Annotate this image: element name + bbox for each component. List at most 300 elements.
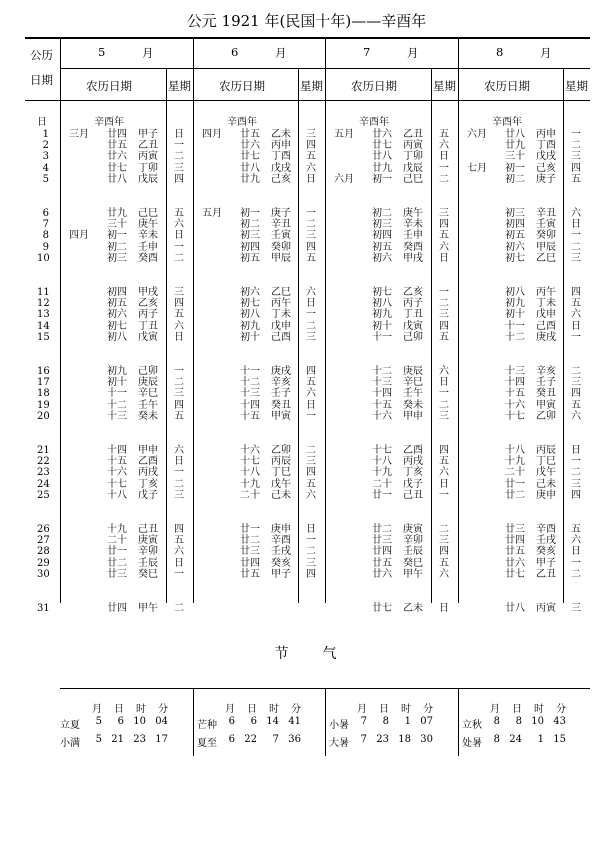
lunar-day: 十四 (372, 388, 392, 400)
weekday: 三 (306, 557, 316, 569)
lunar-day: 廿五 (107, 140, 127, 152)
jieqi-col-header: 日 (247, 704, 257, 715)
ganzhi: 丁巳 (536, 456, 556, 468)
solar-day-number: 17 (37, 377, 50, 389)
lunar-day: 初六 (505, 241, 525, 253)
solar-day-number: 13 (37, 309, 50, 321)
lunar-day: 十八 (107, 489, 127, 501)
weekday: 六 (306, 489, 316, 501)
ganzhi: 辛亥 (536, 366, 556, 377)
weekday: 日 (571, 219, 581, 231)
ganzhi: 己卯 (403, 331, 423, 343)
lunar-day: 十九 (107, 524, 127, 535)
solar-day-number: 8 (42, 230, 49, 242)
jieqi-col-header: 时 (534, 704, 544, 715)
solar-day-number: 25 (37, 489, 50, 501)
weekday: 三 (174, 287, 184, 298)
lunar-day: 初七 (372, 287, 392, 298)
weekday: 二 (439, 298, 449, 310)
jieqi-col-header: 分 (423, 704, 433, 715)
lunar-day: 初一 (372, 173, 392, 185)
lunar-day: 二十 (240, 489, 260, 501)
weekday: 日 (439, 603, 449, 614)
weekday: 日 (306, 524, 316, 535)
jieqi-col-header: 时 (136, 704, 146, 715)
jieqi-hour: 7 (272, 734, 279, 745)
solar-day-number: 27 (37, 535, 50, 547)
ganzhi: 癸巳 (138, 568, 158, 580)
jieqi-name: 处暑 (462, 738, 482, 749)
ganzhi: 辛酉 (536, 524, 556, 535)
lunar-day: 初三 (505, 208, 525, 219)
jieqi-minute: 41 (288, 716, 301, 727)
ganzhi: 丙申 (271, 140, 291, 152)
ganzhi: 癸亥 (536, 546, 556, 558)
weekday: 一 (306, 309, 316, 321)
lunar-day: 廿二 (372, 524, 392, 535)
jieqi-month: 8 (493, 716, 500, 727)
solar-day-number: 29 (37, 557, 50, 569)
lunar-day: 初四 (372, 230, 392, 242)
ganzhi: 戊申 (271, 320, 291, 332)
month-label: 月 (407, 46, 419, 60)
solar-day-number: 9 (42, 241, 49, 253)
lunar-day: 十一 (107, 388, 127, 400)
weekday: 三 (174, 162, 184, 174)
lunar-day: 十一 (372, 331, 392, 343)
ganzhi: 己丑 (403, 489, 423, 501)
ganzhi: 甲寅 (271, 410, 291, 422)
year-label: 辛酉年 (227, 117, 257, 128)
weekday: 六 (306, 388, 316, 400)
ganzhi: 壬申 (138, 241, 158, 253)
ganzhi: 癸酉 (138, 252, 158, 264)
lunar-day: 十五 (240, 410, 260, 422)
year-label: 辛酉年 (94, 117, 124, 128)
jieqi-month: 8 (493, 734, 500, 745)
ganzhi: 乙巳 (271, 287, 291, 298)
ganzhi: 戊子 (138, 489, 158, 501)
solar-day-number: 4 (42, 162, 49, 174)
weekday: 六 (306, 287, 316, 298)
lunar-day: 十三 (107, 410, 127, 422)
weekday: 二 (571, 241, 581, 253)
weekday: 五 (571, 298, 581, 310)
jieqi-col-header: 日 (379, 704, 389, 715)
ganzhi: 丙辰 (536, 445, 556, 456)
lunar-month: 六月 (467, 129, 487, 140)
weekday: 五 (174, 208, 184, 219)
lunar-day: 初二 (240, 219, 260, 231)
weekday: 二 (306, 445, 316, 456)
jieqi-day: 8 (382, 716, 389, 727)
lunar-day: 初三 (372, 219, 392, 231)
weekday: 一 (571, 331, 581, 343)
ganzhi: 辛丑 (271, 219, 291, 231)
jieqi-minute: 36 (288, 734, 301, 745)
ganzhi: 丁未 (271, 309, 291, 321)
weekday: 一 (439, 287, 449, 298)
weekday: 一 (174, 140, 184, 152)
jieqi-col-header: 月 (92, 704, 102, 715)
ganzhi: 甲申 (138, 445, 158, 456)
weekday: 四 (571, 489, 581, 501)
weekday: 五 (439, 557, 449, 569)
jieqi-hour: 1 (537, 734, 544, 745)
ri-label: 日 (37, 117, 47, 128)
weekday: 三 (439, 309, 449, 321)
ganzhi: 甲戌 (403, 252, 423, 264)
lunar-day: 廿二 (505, 489, 525, 501)
weekday: 四 (174, 524, 184, 535)
ganzhi: 乙卯 (536, 410, 556, 422)
page-title: 公元 1921 年(民国十年)——辛酉年 (186, 12, 427, 30)
weekday: 四 (439, 219, 449, 231)
weekday: 二 (174, 478, 184, 490)
weekday: 二 (306, 219, 316, 231)
jieqi-month: 7 (360, 734, 367, 745)
lunar-day: 十九 (240, 478, 260, 490)
lunar-day: 初五 (505, 230, 525, 242)
lunar-day: 十六 (240, 445, 260, 456)
weekday: 一 (439, 388, 449, 400)
jieqi-col-header: 分 (291, 704, 301, 715)
lunar-day: 廿八 (505, 603, 525, 614)
jieqi-name: 大暑 (329, 738, 349, 749)
lunar-day: 廿四 (107, 603, 127, 614)
week-divider-7 (431, 68, 432, 603)
month-label: 月 (275, 46, 287, 60)
lunar-day: 十一 (505, 320, 525, 332)
weekday: 日 (174, 331, 184, 343)
ganzhi: 丙辰 (271, 456, 291, 468)
ganzhi: 乙丑 (403, 129, 423, 140)
weekday: 五 (571, 399, 581, 411)
lunar-day: 十八 (372, 456, 392, 468)
weekday: 三 (306, 230, 316, 242)
ganzhi: 庚午 (403, 208, 423, 219)
month-number: 8 (496, 45, 504, 59)
ganzhi: 己未 (536, 478, 556, 490)
year-label: 辛酉年 (359, 117, 389, 128)
solar-day-number: 31 (37, 603, 50, 614)
lunar-day: 十七 (107, 478, 127, 490)
ganzhi: 辛巳 (403, 377, 423, 389)
weekday: 六 (439, 568, 449, 580)
ganzhi: 己巳 (138, 208, 158, 219)
ganzhi: 丙申 (536, 129, 556, 140)
weekday: 四 (306, 467, 316, 479)
lunar-day: 初四 (505, 219, 525, 231)
lunar-day: 十一 (240, 366, 260, 377)
weekday: 三 (174, 489, 184, 501)
lunar-day: 初一 (107, 230, 127, 242)
jieqi-col-header: 日 (512, 704, 522, 715)
lunar-day: 初四 (107, 287, 127, 298)
ganzhi: 戊子 (403, 478, 423, 490)
weekday: 五 (174, 309, 184, 321)
month-divider-6-7 (325, 37, 326, 603)
lunar-day: 初四 (240, 241, 260, 253)
jieqi-col-header: 时 (269, 704, 279, 715)
ganzhi: 己酉 (536, 320, 556, 332)
lunar-day: 廿九 (372, 162, 392, 174)
ganzhi: 甲子 (536, 557, 556, 569)
weekday: 日 (439, 252, 449, 264)
ganzhi: 辛丑 (536, 208, 556, 219)
lunar-day: 廿六 (240, 140, 260, 152)
ganzhi: 丁巳 (271, 467, 291, 479)
ganzhi: 甲戌 (138, 287, 158, 298)
weekday: 三 (306, 456, 316, 468)
ganzhi: 戊午 (271, 478, 291, 490)
weekday: 二 (174, 151, 184, 163)
lunar-day: 廿五 (505, 546, 525, 558)
weekday: 日 (439, 377, 449, 389)
weekday: 日 (306, 399, 316, 411)
ganzhi: 甲子 (138, 129, 158, 140)
weekday: 六 (571, 535, 581, 547)
jieqi-name: 小暑 (329, 720, 349, 731)
jieqi-name: 立夏 (60, 720, 80, 731)
solar-day-number: 18 (37, 388, 50, 400)
ganzhi: 癸巳 (403, 557, 423, 569)
lunar-day: 廿五 (240, 129, 260, 140)
weekday: 日 (174, 456, 184, 468)
lunar-day: 廿六 (107, 151, 127, 163)
jieqi-day: 8 (515, 716, 522, 727)
lunar-day: 十五 (372, 399, 392, 411)
lunar-day: 廿一 (240, 524, 260, 535)
weekday: 日 (571, 320, 581, 332)
weekday: 五 (306, 151, 316, 163)
weekday: 一 (571, 456, 581, 468)
weekday: 二 (571, 568, 581, 580)
xingqi-header: 星期 (300, 79, 323, 93)
ganzhi: 己未 (271, 489, 291, 501)
ganzhi: 庚辰 (138, 377, 158, 389)
jieqi-month: 6 (228, 734, 235, 745)
weekday: 日 (306, 298, 316, 310)
jieqi-minute: 43 (553, 716, 566, 727)
lunar-day: 初十 (372, 320, 392, 332)
ganzhi: 乙未 (403, 603, 423, 614)
lunar-month: 五月 (202, 208, 222, 219)
weekday: 一 (174, 366, 184, 377)
jieqi-day: 21 (111, 734, 124, 745)
ganzhi: 戊寅 (403, 320, 423, 332)
ganzhi: 癸亥 (271, 557, 291, 569)
weekday: 二 (306, 546, 316, 558)
lunar-day: 十二 (372, 366, 392, 377)
header-bottom-rule (25, 100, 590, 101)
weekday: 二 (439, 173, 449, 185)
lunar-day: 初十 (240, 331, 260, 343)
weekday: 日 (571, 546, 581, 558)
weekday: 日 (174, 230, 184, 242)
solar-day-number: 2 (42, 140, 49, 152)
ganzhi: 壬子 (536, 377, 556, 389)
weekday: 三 (174, 388, 184, 400)
ganzhi: 辛未 (403, 219, 423, 231)
jieqi-divider-1 (193, 688, 194, 756)
ganzhi: 己丑 (138, 524, 158, 535)
lunar-day: 十七 (505, 410, 525, 422)
lunar-day: 廿六 (505, 557, 525, 569)
lunar-day: 十六 (372, 410, 392, 422)
ganzhi: 丁亥 (138, 478, 158, 490)
ganzhi: 壬申 (403, 230, 423, 242)
jieqi-col-header: 时 (401, 704, 411, 715)
weekday: 六 (174, 546, 184, 558)
ganzhi: 丙午 (271, 298, 291, 310)
lunar-day: 初八 (107, 331, 127, 343)
ganzhi: 乙丑 (536, 568, 556, 580)
ganzhi: 戊午 (536, 467, 556, 479)
ganzhi: 庚子 (536, 173, 556, 185)
ganzhi: 甲寅 (536, 399, 556, 411)
lunar-day: 十四 (107, 445, 127, 456)
lunar-day: 十三 (372, 377, 392, 389)
lunar-day: 初五 (107, 298, 127, 310)
month-divider-5-6 (193, 37, 194, 603)
weekday: 三 (439, 535, 449, 547)
jieqi-hour: 10 (133, 716, 146, 727)
lunar-day: 初十 (107, 377, 127, 389)
lunar-day: 十三 (240, 388, 260, 400)
weekday: 四 (174, 298, 184, 310)
lunar-day: 廿四 (505, 535, 525, 547)
ganzhi: 甲子 (271, 568, 291, 580)
lunar-day: 初八 (240, 309, 260, 321)
solar-day-number: 10 (37, 252, 50, 264)
ganzhi: 乙亥 (403, 287, 423, 298)
lunar-day: 三十 (107, 219, 127, 231)
jieqi-month: 5 (95, 716, 102, 727)
lunar-month: 六月 (334, 173, 354, 185)
weekday: 四 (439, 320, 449, 332)
ganzhi: 丁丑 (403, 309, 423, 321)
ganzhi: 己酉 (271, 331, 291, 343)
ganzhi: 乙丑 (138, 140, 158, 152)
lunar-day: 廿三 (240, 546, 260, 558)
weekday: 五 (571, 524, 581, 535)
ganzhi: 癸丑 (271, 399, 291, 411)
ganzhi: 戊戌 (271, 162, 291, 174)
ganzhi: 己亥 (271, 173, 291, 185)
ganzhi: 甲午 (403, 568, 423, 580)
ganzhi: 己亥 (536, 162, 556, 174)
ganzhi: 壬子 (271, 388, 291, 400)
weekday: 四 (571, 287, 581, 298)
weekday: 四 (306, 140, 316, 152)
month-label: 月 (142, 46, 154, 60)
jieqi-col-header: 分 (556, 704, 566, 715)
lunar-day: 十七 (240, 456, 260, 468)
ganzhi: 辛酉 (271, 535, 291, 547)
weekday: 四 (306, 366, 316, 377)
solar-day-number: 23 (37, 467, 50, 479)
jieqi-hour: 14 (266, 716, 279, 727)
weekday: 日 (174, 557, 184, 569)
ganzhi: 丁亥 (403, 467, 423, 479)
weekday: 一 (439, 489, 449, 501)
weekday: 日 (306, 173, 316, 185)
weekday: 一 (306, 208, 316, 219)
weekday: 二 (306, 320, 316, 332)
weekday: 六 (571, 309, 581, 321)
ganzhi: 丁卯 (138, 162, 158, 174)
ganzhi: 癸卯 (536, 230, 556, 242)
ganzhi: 癸卯 (271, 241, 291, 253)
lunar-day: 十六 (505, 399, 525, 411)
weekday: 二 (571, 467, 581, 479)
header-gongli: 公历 (30, 48, 53, 62)
lunar-day: 初六 (240, 287, 260, 298)
jieqi-minute: 30 (420, 734, 433, 745)
nongli-header: 农历日期 (219, 79, 265, 93)
lunar-day: 廿七 (505, 568, 525, 580)
solar-day-number: 14 (37, 320, 50, 332)
lunar-day: 廿七 (372, 140, 392, 152)
weekday: 五 (306, 478, 316, 490)
month-number: 7 (363, 45, 371, 59)
jieqi-minute: 04 (155, 716, 168, 727)
lunar-day: 初六 (372, 252, 392, 264)
solar-day-number: 24 (37, 478, 50, 490)
lunar-day: 廿二 (107, 557, 127, 569)
ganzhi: 壬辰 (138, 557, 158, 569)
ganzhi: 丙寅 (536, 603, 556, 614)
week-divider-8 (563, 68, 564, 603)
ganzhi: 庚午 (138, 219, 158, 231)
ganzhi: 丙子 (138, 309, 158, 321)
weekday: 一 (571, 230, 581, 242)
lunar-day: 初五 (372, 241, 392, 253)
solar-day-number: 6 (42, 208, 49, 219)
ganzhi: 丙戌 (403, 456, 423, 468)
ganzhi: 壬辰 (403, 546, 423, 558)
table-top-rule (25, 37, 590, 39)
ganzhi: 辛卯 (138, 546, 158, 558)
ganzhi: 丙戌 (138, 467, 158, 479)
ganzhi: 戊辰 (403, 162, 423, 174)
jieqi-minute: 15 (553, 734, 566, 745)
jieqi-name: 夏至 (197, 738, 217, 749)
weekday: 三 (571, 603, 581, 614)
weekday: 三 (439, 208, 449, 219)
ganzhi: 乙卯 (271, 445, 291, 456)
ganzhi: 庚戌 (536, 331, 556, 343)
weekday: 五 (439, 456, 449, 468)
lunar-day: 初八 (372, 298, 392, 310)
jieqi-hour: 18 (398, 734, 411, 745)
weekday: 六 (439, 140, 449, 152)
ganzhi: 癸未 (138, 410, 158, 422)
date-col-divider (60, 37, 61, 603)
jieqi-divider-2 (325, 688, 326, 756)
xingqi-header: 星期 (433, 79, 456, 93)
lunar-day: 十八 (240, 467, 260, 479)
lunar-day: 廿一 (505, 478, 525, 490)
solar-day-number: 20 (37, 410, 50, 422)
ganzhi: 庚申 (271, 524, 291, 535)
weekday: 三 (571, 151, 581, 163)
weekday: 六 (439, 366, 449, 377)
lunar-day: 十五 (505, 388, 525, 400)
solar-day-number: 3 (42, 151, 49, 163)
ganzhi: 壬寅 (536, 219, 556, 231)
